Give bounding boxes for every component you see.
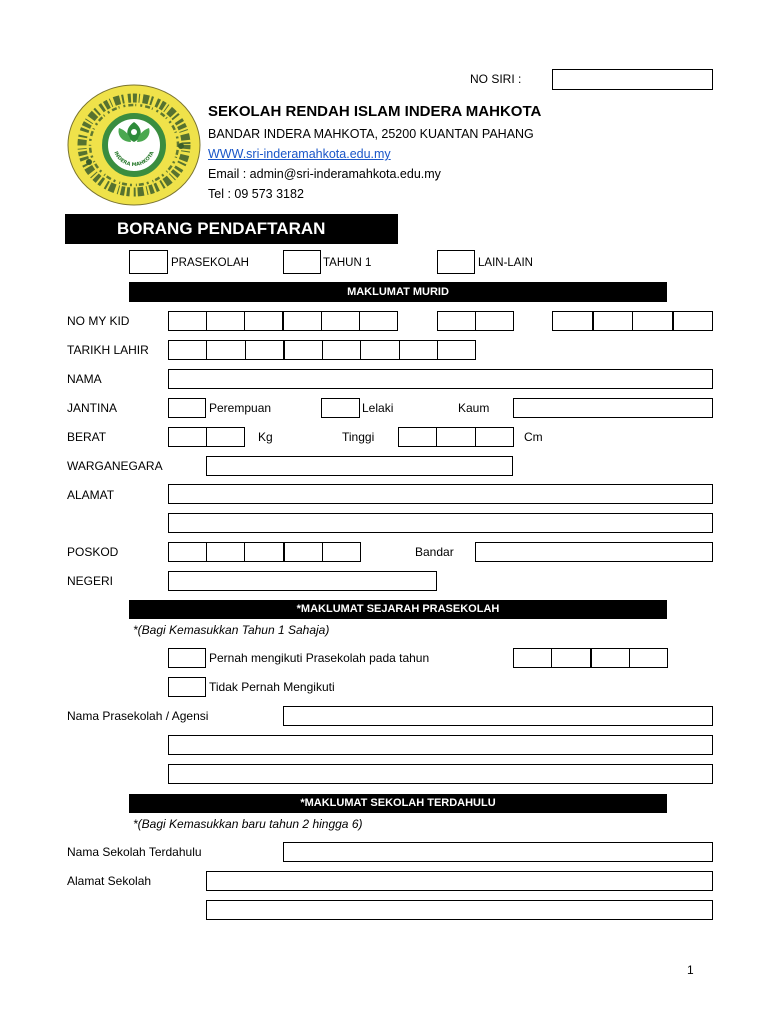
poskod-digit-box[interactable] <box>283 543 322 561</box>
no-my-kid-digit-box[interactable] <box>672 312 713 330</box>
no-my-kid-digit-box[interactable] <box>282 312 321 330</box>
no-my-kid-digit-box[interactable] <box>475 312 513 330</box>
nama-prasekolah-input-line-2[interactable] <box>168 735 713 755</box>
pernah-mengikuti-label: Pernah mengikuti Prasekolah pada tahun <box>209 651 430 665</box>
tarikh-lahir-digit-box[interactable] <box>245 341 283 359</box>
no-my-kid-digit-box[interactable] <box>632 312 672 330</box>
prasekolah-note: *(Bagi Kemasukkan Tahun 1 Sahaja) <box>133 623 330 637</box>
lelaki-label: Lelaki <box>362 401 394 415</box>
poskod-digit-box[interactable] <box>206 543 244 561</box>
bandar-label: Bandar <box>415 545 454 559</box>
no-my-kid-digit-box[interactable] <box>169 312 206 330</box>
tinggi-boxes <box>398 427 514 447</box>
tinggi-digit-box[interactable] <box>399 428 436 446</box>
page-number: 1 <box>687 963 694 977</box>
tinggi-label: Tinggi <box>342 430 375 444</box>
lain-lain-checkbox[interactable] <box>437 250 475 274</box>
lain-lain-label: LAIN-LAIN <box>478 257 533 269</box>
negeri-input[interactable] <box>168 571 437 591</box>
perempuan-label: Perempuan <box>209 401 272 415</box>
jantina-label: JANTINA <box>67 401 118 415</box>
no-my-kid-label: NO MY KID <box>67 314 130 328</box>
prasekolah-year-digit-box[interactable] <box>514 649 551 667</box>
section-bar-maklumat-murid: MAKLUMAT MURID <box>129 282 667 302</box>
tahun1-label: TAHUN 1 <box>323 257 372 269</box>
nama-label: NAMA <box>67 372 102 386</box>
no-my-kid-boxes-1 <box>168 311 398 331</box>
lelaki-checkbox[interactable] <box>321 398 360 418</box>
tinggi-digit-box[interactable] <box>475 428 513 446</box>
nama-input[interactable] <box>168 369 713 389</box>
no-my-kid-digit-box[interactable] <box>206 312 244 330</box>
school-website-link[interactable]: WWW.sri-inderamahkota.edu.my <box>208 147 391 161</box>
tarikh-lahir-digit-box[interactable] <box>283 341 322 359</box>
nama-prasekolah-input-line-3[interactable] <box>168 764 713 784</box>
school-address: BANDAR INDERA MAHKOTA, 25200 KUANTAN PAHANG <box>208 127 534 141</box>
negeri-label: NEGERI <box>67 574 114 588</box>
serial-label: NO SIRI : <box>470 72 522 86</box>
prasekolah-year-digit-box[interactable] <box>590 649 629 667</box>
logo-star-left <box>86 159 92 165</box>
prasekolah-year-digit-box[interactable] <box>629 649 667 667</box>
section-bar-sekolah-terdahulu: *MAKLUMAT SEKOLAH TERDAHULU <box>129 794 667 813</box>
tarikh-lahir-digit-box[interactable] <box>322 341 360 359</box>
prasekolah-year-digit-box[interactable] <box>551 649 589 667</box>
tarikh-lahir-digit-box[interactable] <box>437 341 475 359</box>
cm-unit-label: Cm <box>524 430 543 444</box>
logo-star-right <box>178 143 184 149</box>
bandar-input[interactable] <box>475 542 713 562</box>
tarikh-lahir-boxes <box>168 340 476 360</box>
nama-prasekolah-label: Nama Prasekolah / Agensi <box>67 709 209 723</box>
no-my-kid-digit-box[interactable] <box>321 312 359 330</box>
poskod-label: POSKOD <box>67 545 119 559</box>
tinggi-digit-box[interactable] <box>436 428 474 446</box>
kaum-label: Kaum <box>458 401 490 415</box>
no-my-kid-digit-box[interactable] <box>592 312 633 330</box>
no-my-kid-boxes-3 <box>552 311 713 331</box>
alamat-label: ALAMAT <box>67 488 115 502</box>
poskod-digit-box[interactable] <box>169 543 206 561</box>
tarikh-lahir-digit-box[interactable] <box>169 341 206 359</box>
sekolah-terdahulu-note: *(Bagi Kemasukkan baru tahun 2 hingga 6) <box>133 817 363 831</box>
prasekolah-checkbox[interactable] <box>129 250 168 274</box>
warganegara-label: WARGANEGARA <box>67 459 163 473</box>
warganegara-input[interactable] <box>206 456 513 476</box>
alamat-sekolah-label: Alamat Sekolah <box>67 874 152 888</box>
pernah-mengikuti-checkbox[interactable] <box>168 648 206 668</box>
school-email: Email : admin@sri-inderamahkota.edu.my <box>208 167 441 181</box>
berat-boxes <box>168 427 245 447</box>
tarikh-lahir-digit-box[interactable] <box>360 341 398 359</box>
berat-digit-box[interactable] <box>206 428 244 446</box>
logo-leaf-dot <box>131 129 137 135</box>
form-title-banner <box>65 214 398 244</box>
school-tel: Tel : 09 573 3182 <box>208 187 304 201</box>
serial-number-input[interactable] <box>552 69 713 90</box>
nama-sekolah-terdahulu-input[interactable] <box>283 842 713 862</box>
tarikh-lahir-label: TARIKH LAHIR <box>67 343 149 357</box>
section-bar-sejarah-prasekolah: *MAKLUMAT SEJARAH PRASEKOLAH <box>129 600 667 619</box>
tarikh-lahir-digit-box[interactable] <box>206 341 244 359</box>
tahun1-checkbox[interactable] <box>283 250 321 274</box>
form-title: BORANG PENDAFTARAN <box>117 219 326 238</box>
perempuan-checkbox[interactable] <box>168 398 206 418</box>
logo-text: INDERA MAHKOTA <box>112 150 156 169</box>
alamat-input-line-1[interactable] <box>168 484 713 504</box>
no-my-kid-digit-box[interactable] <box>438 312 475 330</box>
prasekolah-label: PRASEKOLAH <box>171 257 249 269</box>
alamat-input-line-2[interactable] <box>168 513 713 533</box>
berat-digit-box[interactable] <box>169 428 206 446</box>
tidak-pernah-checkbox[interactable] <box>168 677 206 697</box>
no-my-kid-boxes-2 <box>437 311 514 331</box>
no-my-kid-digit-box[interactable] <box>244 312 282 330</box>
nama-prasekolah-input-line-1[interactable] <box>283 706 713 726</box>
kaum-input[interactable] <box>513 398 713 418</box>
poskod-digit-box[interactable] <box>244 543 282 561</box>
no-my-kid-digit-box[interactable] <box>359 312 397 330</box>
alamat-sekolah-input-line-2[interactable] <box>206 900 713 920</box>
poskod-digit-box[interactable] <box>322 543 360 561</box>
tarikh-lahir-digit-box[interactable] <box>399 341 437 359</box>
school-name: SEKOLAH RENDAH ISLAM INDERA MAHKOTA <box>208 103 542 120</box>
kg-unit-label: Kg <box>258 430 273 444</box>
alamat-sekolah-input-line-1[interactable] <box>206 871 713 891</box>
tidak-pernah-label: Tidak Pernah Mengikuti <box>209 680 335 694</box>
poskod-boxes <box>168 542 361 562</box>
prasekolah-year-boxes <box>513 648 668 668</box>
berat-label: BERAT <box>67 430 107 444</box>
no-my-kid-digit-box[interactable] <box>553 312 592 330</box>
school-logo <box>67 84 201 206</box>
nama-sekolah-terdahulu-label: Nama Sekolah Terdahulu <box>67 845 202 859</box>
